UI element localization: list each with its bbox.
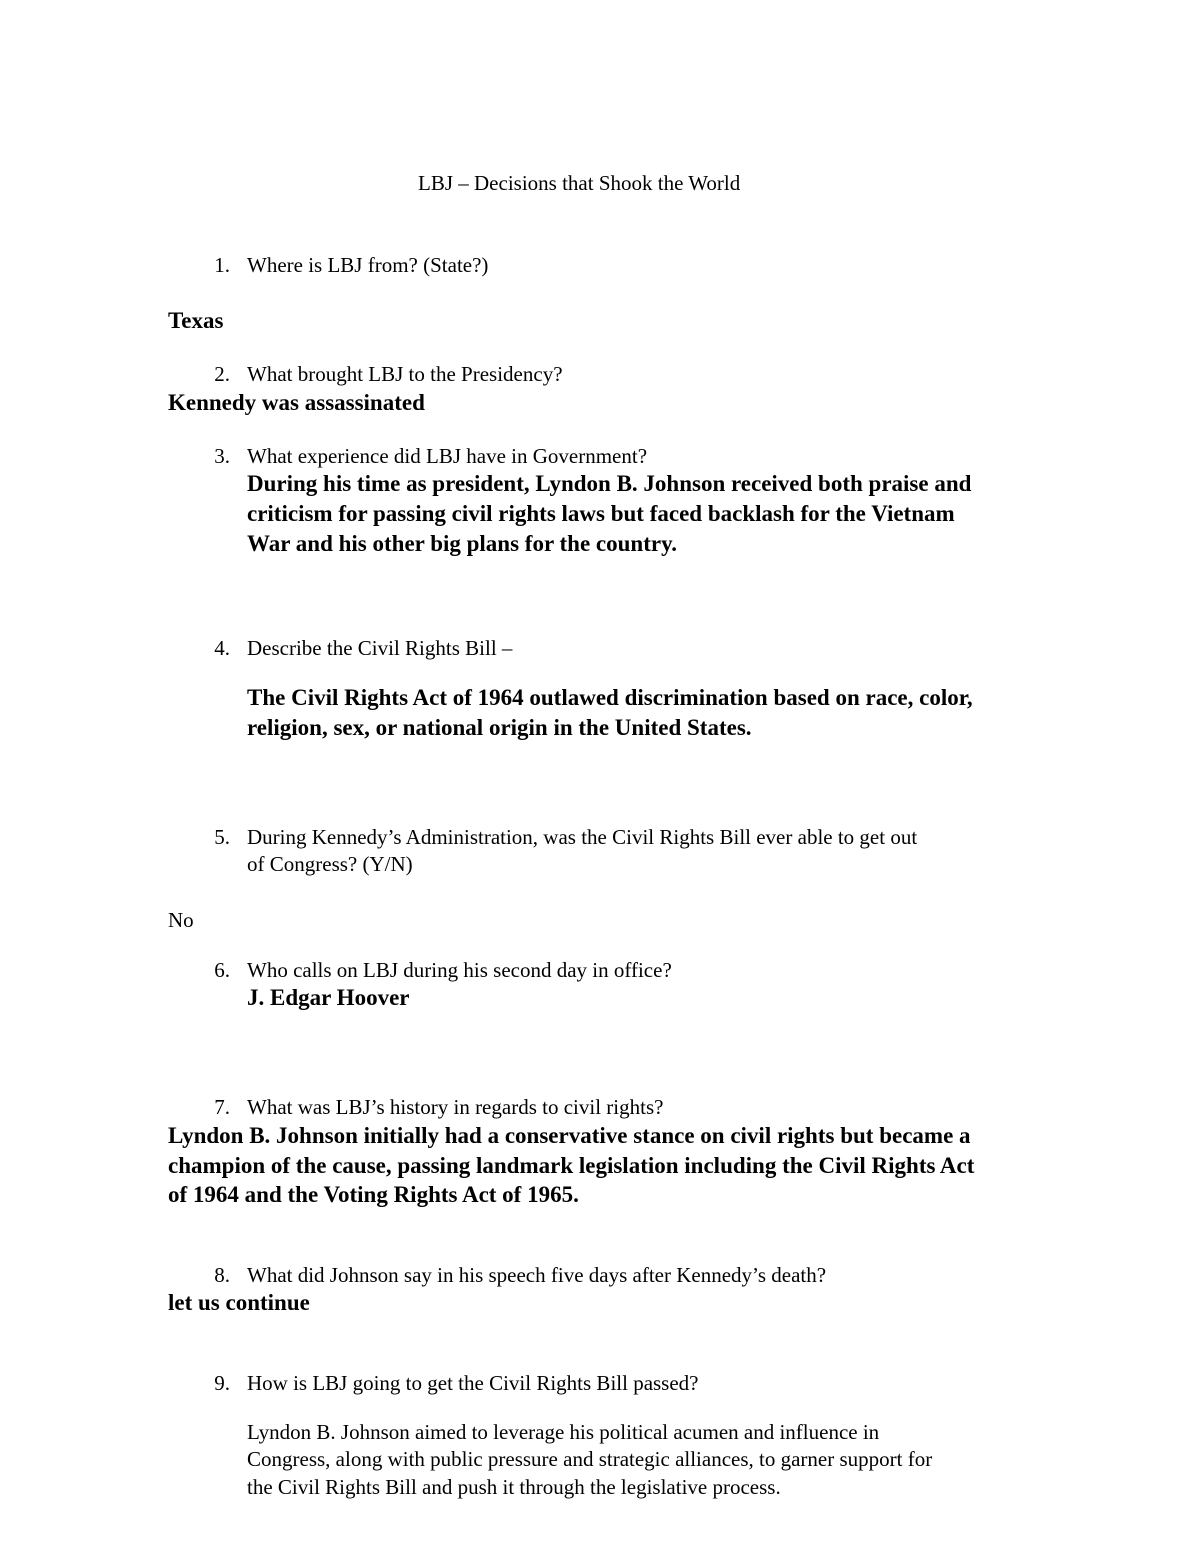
answer-line: The Civil Rights Act of 1964 outlawed discrimination based on race, color,	[247, 685, 973, 710]
question-text-line: During Kennedy’s Administration, was the Civil Rights Bill ever able to get out	[247, 825, 918, 849]
question-number: 7.	[214, 1095, 230, 1119]
answer-line: the Civil Rights Bill and push it through the legislative process.	[247, 1475, 781, 1499]
question-text-line: of Congress? (Y/N)	[247, 852, 413, 876]
answer-line: religion, sex, or national origin in the United States.	[247, 715, 752, 740]
question-text: Describe the Civil Rights Bill –	[247, 636, 513, 660]
answer-text: Texas	[168, 308, 224, 333]
question-text: How is LBJ going to get the Civil Rights Bill passed?	[247, 1371, 699, 1395]
answer-text: let us continue	[168, 1290, 310, 1315]
answer-line: champion of the cause, passing landmark legislation including the Civil Rights Act	[168, 1153, 975, 1178]
answer-line: During his time as president, Lyndon B. Johnson received both praise and	[247, 471, 972, 496]
question-text: What brought LBJ to the Presidency?	[247, 362, 563, 386]
question-text: What did Johnson say in his speech five days after Kennedy’s death?	[247, 1263, 827, 1287]
document-title: LBJ – Decisions that Shook the World	[418, 171, 741, 195]
answer-text: Kennedy was assassinated	[168, 390, 425, 415]
answer-line: Lyndon B. Johnson initially had a conservative stance on civil rights but became a	[168, 1123, 971, 1148]
question-number: 5.	[214, 825, 230, 849]
question-number: 3.	[214, 444, 230, 468]
answer-line: criticism for passing civil rights laws but faced backlash for the Vietnam	[247, 501, 955, 526]
answer-text: No	[168, 908, 194, 932]
question-text: Where is LBJ from? (State?)	[247, 253, 489, 277]
answer-line: Congress, along with public pressure and strategic alliances, to garner support for	[247, 1447, 933, 1471]
question-text: What was LBJ’s history in regards to civil rights?	[247, 1095, 664, 1119]
answer-text: J. Edgar Hoover	[247, 985, 410, 1010]
question-text: What experience did LBJ have in Government?	[247, 444, 648, 468]
question-number: 4.	[214, 636, 230, 660]
answer-line: War and his other big plans for the country.	[247, 531, 678, 556]
question-number: 9.	[214, 1371, 230, 1395]
question-number: 2.	[214, 362, 230, 386]
question-text: Who calls on LBJ during his second day in office?	[247, 958, 672, 982]
answer-line: of 1964 and the Voting Rights Act of 1965.	[168, 1182, 579, 1207]
question-number: 6.	[214, 958, 230, 982]
question-number: 1.	[214, 253, 230, 277]
answer-line: Lyndon B. Johnson aimed to leverage his political acumen and influence in	[247, 1420, 880, 1444]
question-number: 8.	[214, 1263, 230, 1287]
